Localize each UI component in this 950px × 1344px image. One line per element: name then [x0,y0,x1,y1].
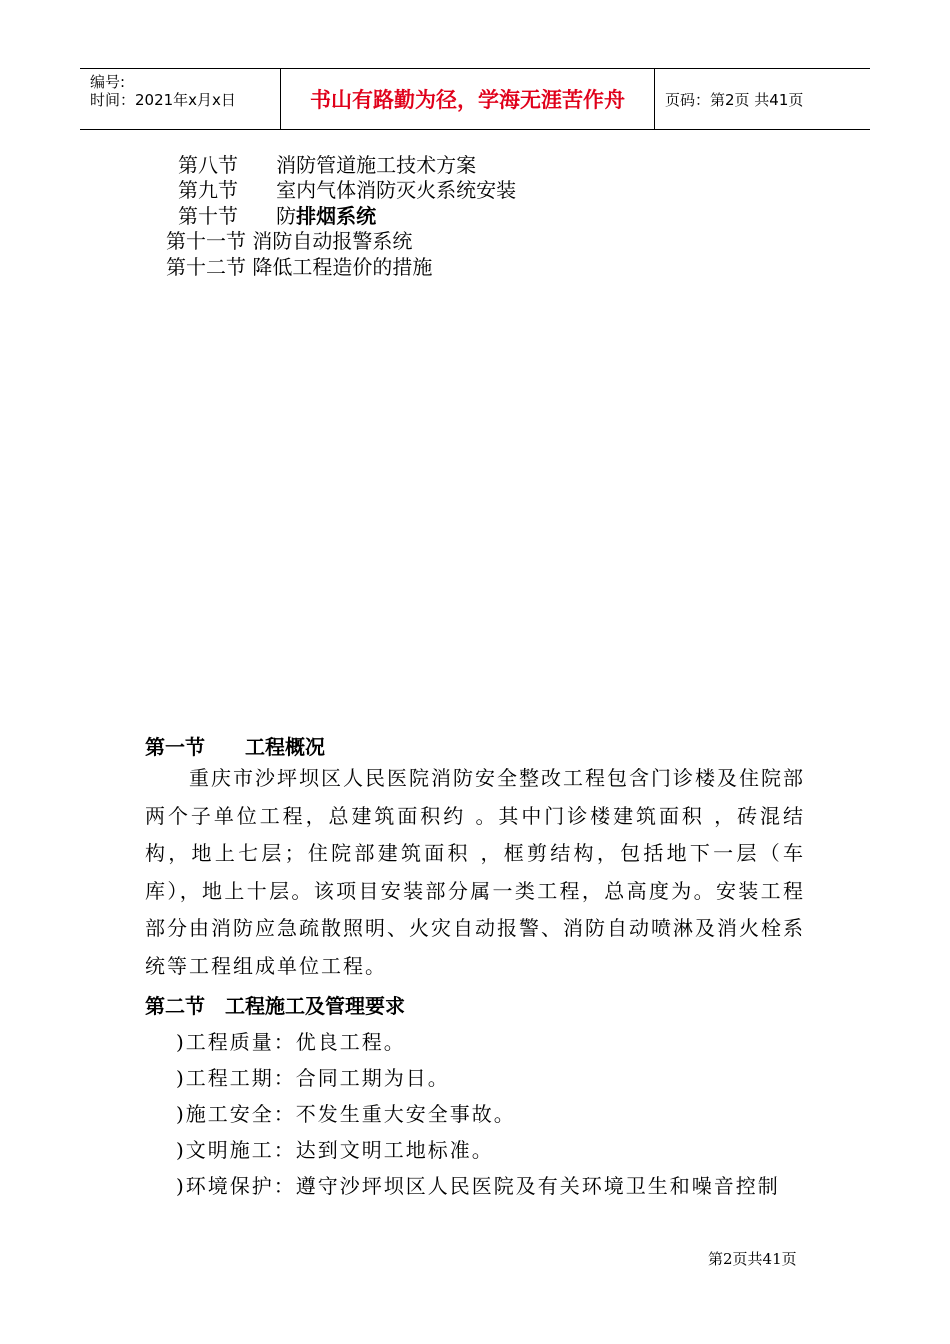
requirement-item: )环境保护：遵守沙坪坝区人民医院及有关环境卫生和噪音控制 [176,1174,780,1198]
number-label: 编号: [90,73,126,91]
requirement-item: )施工安全：不发生重大安全事故。 [176,1102,516,1126]
toc-item-11 [166,229,412,254]
toc-number: 第十二节 [166,255,246,279]
page-header [80,68,870,130]
toc-title: 室内气体消防灭火系统安装 [276,178,517,202]
toc-number: 第十节 [178,204,238,228]
toc-item-8 [178,153,476,178]
requirement-item: )工程工期：合同工期为日。 [176,1066,450,1090]
toc-title: 降低工程造价的措施 [252,255,433,279]
header-page-number: 页码：第2页 共41页 [665,90,804,109]
toc-title-prefix: 防 [276,204,297,228]
toc-number: 第九节 [178,178,238,202]
toc-item-12 [166,255,432,280]
header-meta [80,69,281,129]
toc-number: 第八节 [178,153,238,177]
time-label: 时间：2021年x月x日 [90,91,236,109]
page-footer: 第2页共41页 [708,1250,797,1268]
toc-title: 消防自动报警系统 [252,229,413,253]
section-1-title: 第一节 工程概况 [145,735,325,759]
section-2-title: 第二节 工程施工及管理要求 [145,994,405,1018]
section-1-paragraph [145,760,805,985]
section-1-text: 重庆市沙坪坝区人民医院消防安全整改工程包含门诊楼及住院部两个子单位工程，总建筑面积约 。其中门诊楼建筑面积 ，砖混结构，地上七层；住院部建筑面积 ，框剪结构，包括地下一层（车库），地上十层。该项目安装部分属一类工程，总高度为。安装工程部分由消防应急疏散照明、火灾自动报警、消防自动喷淋及消火栓系统等工程组成单位工程。 [145,766,805,978]
requirement-item: )文明施工：达到文明工地标准。 [176,1138,494,1162]
toc-item-10 [178,204,376,229]
header-motto: 书山有路勤为径，学海无涯苦作舟 [281,69,655,129]
toc-number: 第十一节 [166,229,246,253]
toc-title-bold: 排烟系统 [296,204,377,228]
requirement-item: )工程质量：优良工程。 [176,1030,406,1054]
toc-title: 消防管道施工技术方案 [276,153,477,177]
toc-item-9 [178,178,516,203]
